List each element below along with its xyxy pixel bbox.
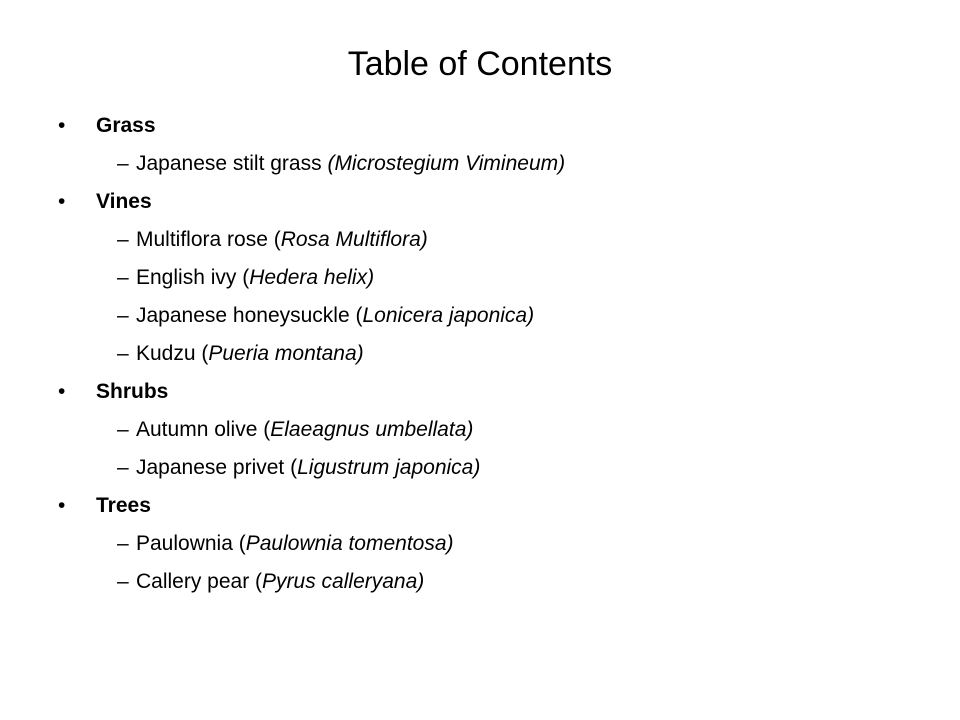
dash-icon: – — [117, 304, 129, 327]
section-heading — [58, 373, 918, 411]
list-item — [58, 335, 918, 373]
section-heading — [58, 487, 918, 525]
scientific-name: Microstegium Vimineum) — [334, 152, 566, 175]
common-name: Kudzu (Pueria montana) — [136, 342, 364, 365]
bullet-icon: • — [58, 380, 66, 403]
list-item — [58, 411, 918, 449]
common-name: Multiflora rose (Rosa Multiflora) — [136, 228, 428, 251]
dash-icon: – — [117, 418, 129, 441]
section-trees — [58, 487, 918, 601]
dash-icon: – — [117, 152, 129, 175]
section-label: Shrubs — [96, 380, 169, 403]
scientific-name: Pueria montana) — [208, 342, 364, 365]
section-shrubs — [58, 373, 918, 487]
list-item — [58, 297, 918, 335]
common-name: Autumn olive (Elaeagnus umbellata) — [136, 418, 474, 441]
list-item — [58, 221, 918, 259]
section-vines — [58, 183, 918, 373]
common-name: Paulownia (Paulownia tomentosa) — [136, 532, 454, 555]
dash-icon: – — [117, 228, 129, 251]
section-label: Grass — [96, 114, 156, 137]
common-name: Japanese stilt grass (Microstegium Vimineum) — [136, 152, 566, 175]
scientific-name: Ligustrum japonica) — [297, 456, 481, 479]
bullet-icon: • — [58, 114, 66, 137]
scientific-name: Paulownia tomentosa) — [245, 532, 454, 555]
scientific-name: Rosa Multiflora) — [280, 228, 428, 251]
section-heading — [58, 107, 918, 145]
common-name: Japanese privet (Ligustrum japonica) — [136, 456, 481, 479]
scientific-name: Pyrus calleryana) — [262, 570, 425, 593]
common-name: Callery pear (Pyrus calleryana) — [136, 570, 425, 593]
common-name: Japanese honeysuckle (Lonicera japonica) — [136, 304, 535, 327]
page-title: Table of Contents — [347, 45, 613, 83]
list-item — [58, 525, 918, 563]
bullet-icon: • — [58, 190, 66, 213]
bullet-icon: • — [58, 494, 66, 517]
section-label: Vines — [96, 190, 152, 213]
scientific-name: Hedera helix) — [249, 266, 375, 289]
dash-icon: – — [117, 456, 129, 479]
section-label: Trees — [96, 494, 151, 517]
scientific-name: Lonicera japonica) — [362, 304, 535, 327]
table-of-contents-list — [58, 107, 918, 601]
section-heading — [58, 183, 918, 221]
section-grass — [58, 107, 918, 183]
list-item — [58, 449, 918, 487]
common-name: English ivy (Hedera helix) — [136, 266, 375, 289]
dash-icon: – — [117, 266, 129, 289]
list-item — [58, 145, 918, 183]
scientific-name: Elaeagnus umbellata) — [270, 418, 474, 441]
dash-icon: – — [117, 570, 129, 593]
dash-icon: – — [117, 342, 129, 365]
dash-icon: – — [117, 532, 129, 555]
list-item — [58, 563, 918, 601]
list-item — [58, 259, 918, 297]
